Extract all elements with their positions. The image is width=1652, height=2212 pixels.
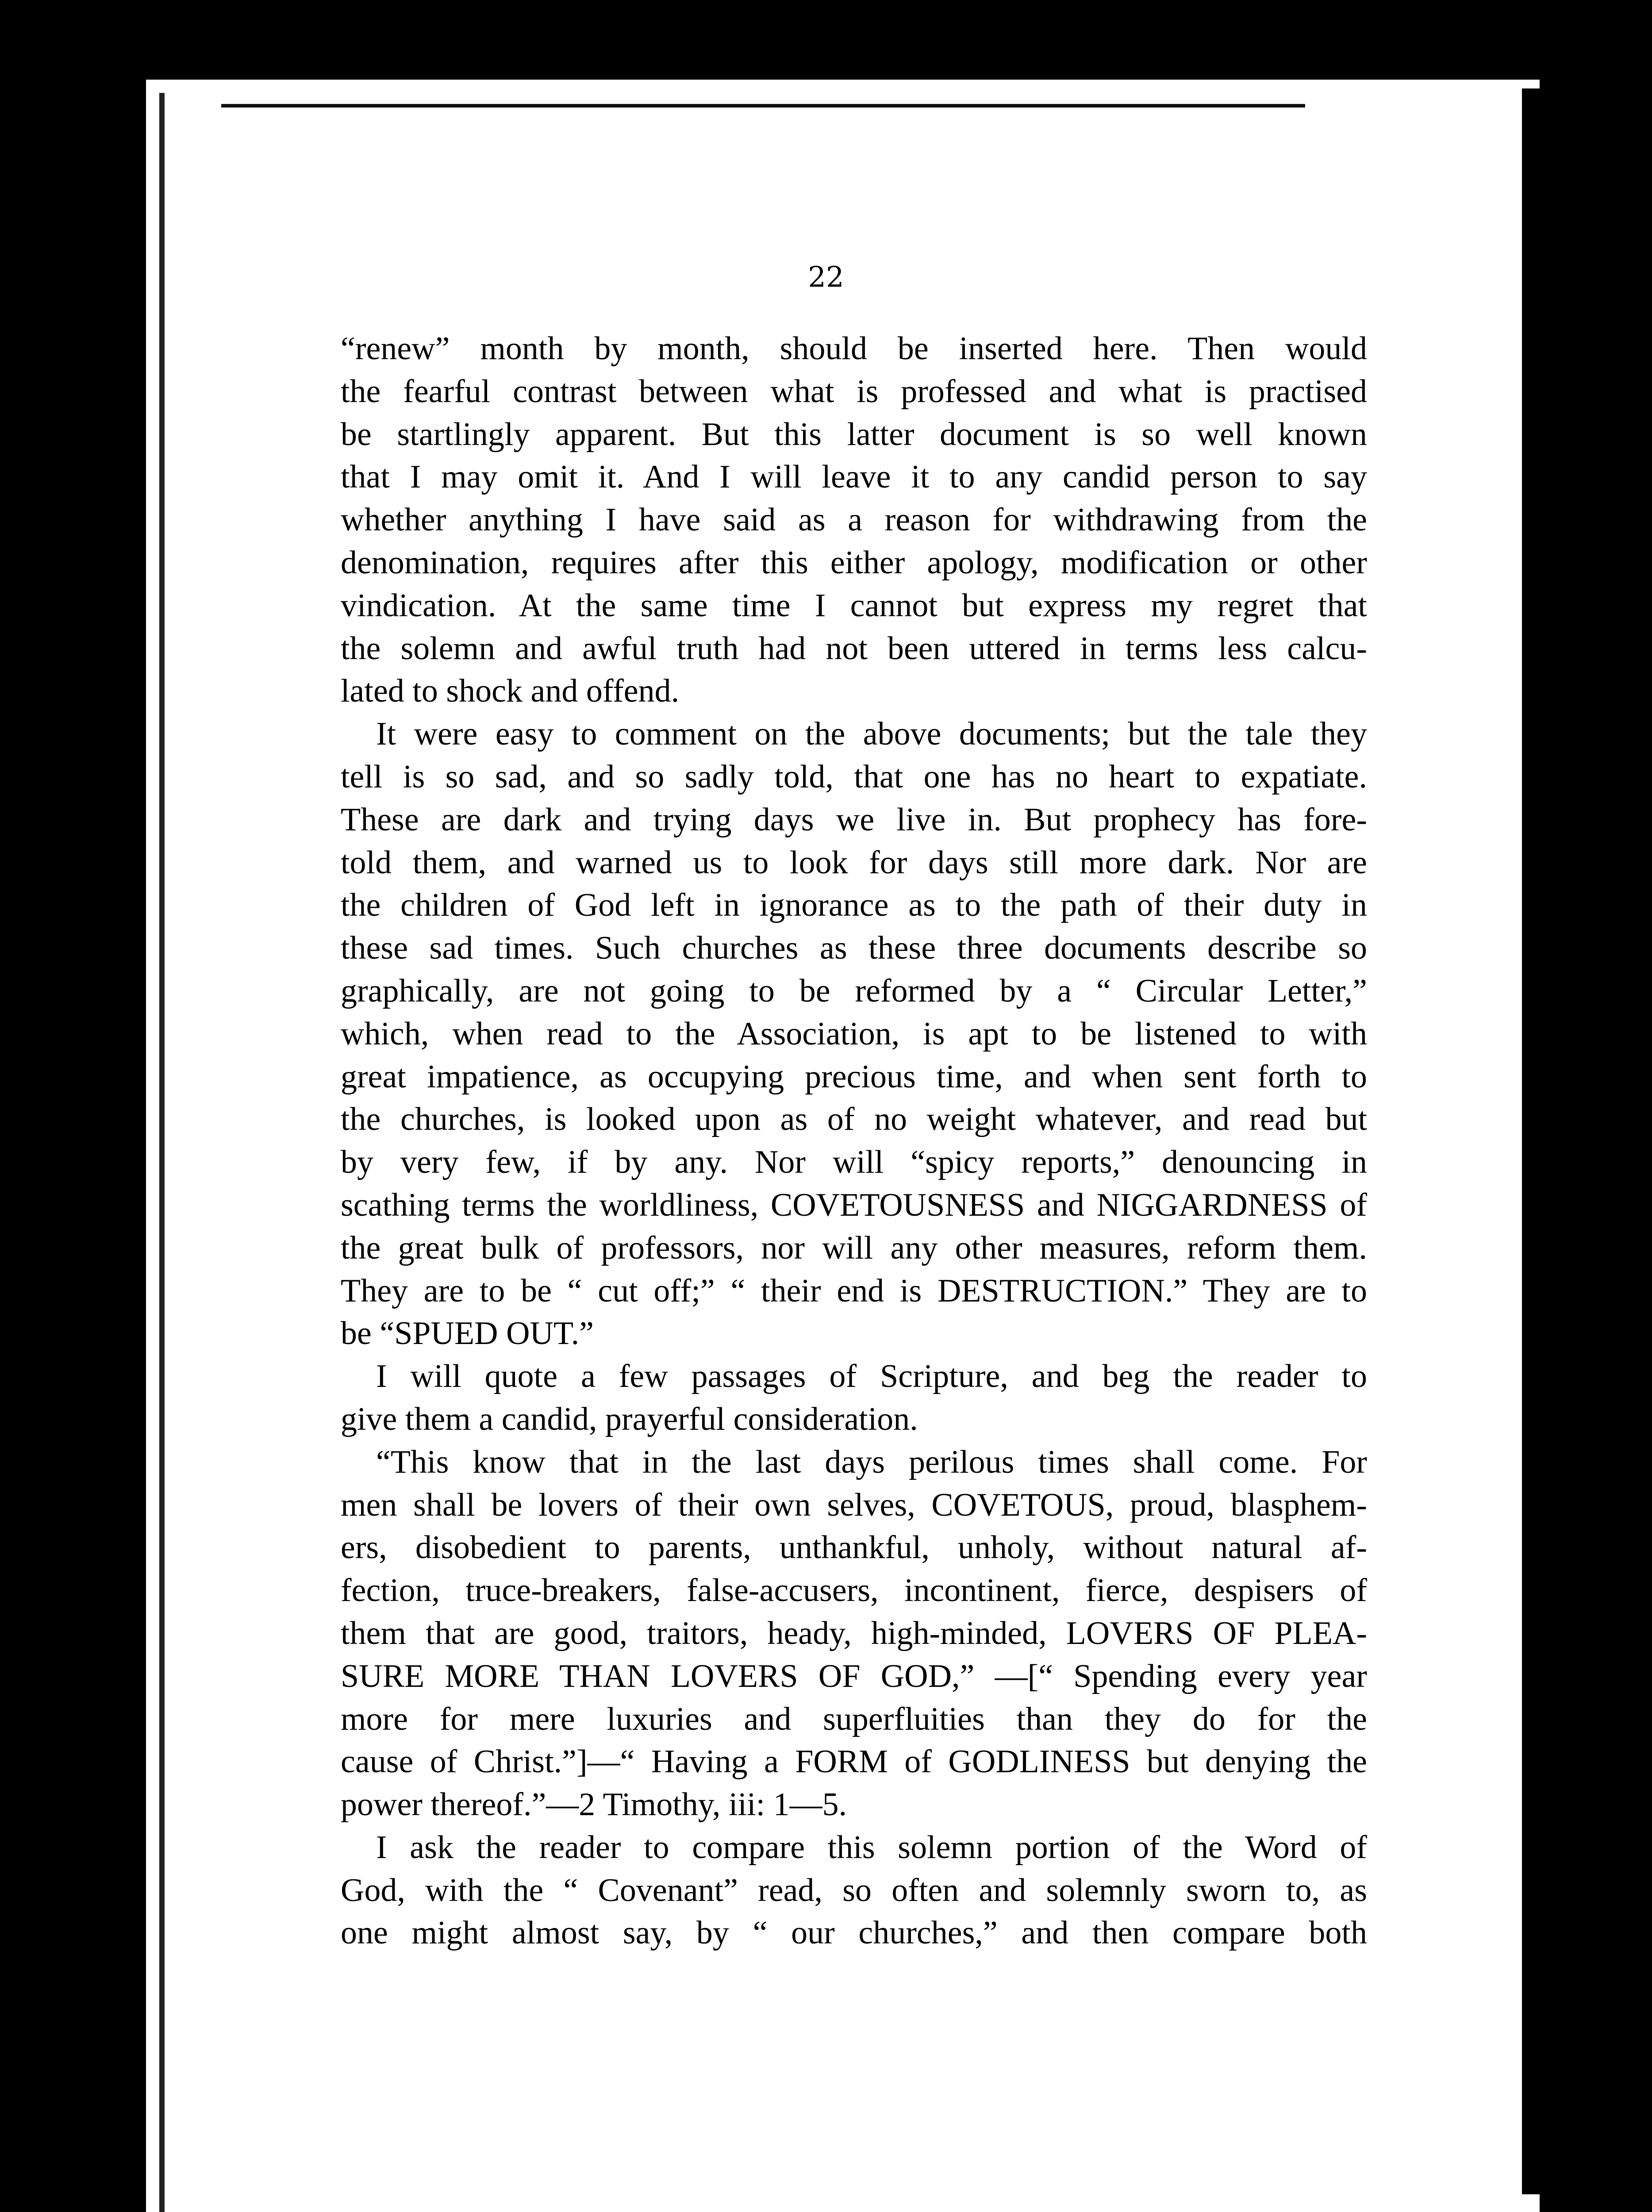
text-line: fection, truce-breakers, false-accusers, incontinent, fierce, despisers of [341,1572,1367,1609]
text-line: give them a candid, prayerful consideration. [341,1401,918,1437]
text-line: the churches, is looked upon as of no weight whatever, and read but [341,1101,1367,1138]
text-line: them that are good, traitors, heady, high-minded, LOVERS OF PLEA- [341,1615,1367,1651]
text-line: tell is so sad, and so sadly told, that one has no heart to expatiate. [341,758,1367,795]
text-line: ers, disobedient to parents, unthankful, unholy, without natural af- [341,1529,1367,1566]
body-text [341,327,1367,1955]
page-left-border [159,93,165,2212]
text-line: these sad times. Such churches as these three documents describe so [341,930,1367,967]
text-line: They are to be “ cut off;” “ their end is DESTRUCTION.” They are to [341,1272,1367,1309]
text-line: the children of God left in ignorance as to the path of their duty in [341,887,1367,924]
text-line: the great bulk of professors, nor will any other measures, reform them. [341,1229,1367,1266]
text-line: by very few, if by any. Nor will “spicy reports,” denouncing in [341,1144,1367,1181]
text-line: the fearful contrast between what is professed and what is practised [341,373,1367,410]
text-line: be “SPUED OUT.” [341,1315,594,1352]
text-line: scathing terms the worldliness, COVETOUSNESS and NIGGARDNESS of [341,1187,1367,1223]
text-line: the solemn and awful truth had not been uttered in terms less calcu- [341,630,1367,667]
text-line: told them, and warned us to look for days still more dark. Nor are [341,844,1367,881]
page-right-edge [1522,88,1540,2194]
text-line: I ask the reader to compare this solemn portion of the Word of [376,1829,1367,1866]
text-line: cause of Christ.”]—“ Having a FORM of GODLINESS but denying the [341,1743,1367,1780]
text-line: one might almost say, by “ our churches,” and then compare both [341,1915,1367,1951]
text-line: power thereof.”—2 Timothy, iii: 1—5. [341,1786,847,1823]
text-line: I will quote a few passages of Scripture, and beg the reader to [376,1358,1367,1395]
page-number: 22 [808,261,844,294]
text-line: “renew” month by month, should be inserted here. Then would [341,330,1367,367]
top-rule [221,104,1305,108]
text-line: more for mere luxuries and superfluities than they do for the [341,1701,1367,1737]
text-line: great impatience, as occupying precious time, and when sent forth to [341,1058,1367,1095]
text-line: It were easy to comment on the above documents; but the tale they [376,716,1367,753]
text-line: men shall be lovers of their own selves, COVETOUS, proud, blasphem- [341,1486,1367,1523]
text-line: These are dark and trying days we live in. But prophecy has fore- [341,801,1367,838]
text-line: which, when read to the Association, is apt to be listened to with [341,1015,1367,1052]
text-line: God, with the “ Covenant” read, so often and solemnly sworn to, as [341,1872,1367,1909]
text-line: “This know that in the last days perilous times shall come. For [376,1444,1367,1480]
text-line: lated to shock and offend. [341,673,680,710]
text-line: denomination, requires after this either apology, modification or other [341,544,1367,581]
text-line: whether anything I have said as a reason for withdrawing from the [341,502,1367,538]
text-line: that I may omit it. And I will leave it to any candid person to say [341,459,1367,495]
text-line: SURE MORE THAN LOVERS OF GOD,” —[“ Spending every year [341,1658,1367,1694]
text-line: vindication. At the same time I cannot but express my regret that [341,587,1367,624]
text-line: graphically, are not going to be reformed by a “ Circular Letter,” [341,972,1367,1009]
text-line: be startlingly apparent. But this latter document is so well known [341,416,1367,453]
